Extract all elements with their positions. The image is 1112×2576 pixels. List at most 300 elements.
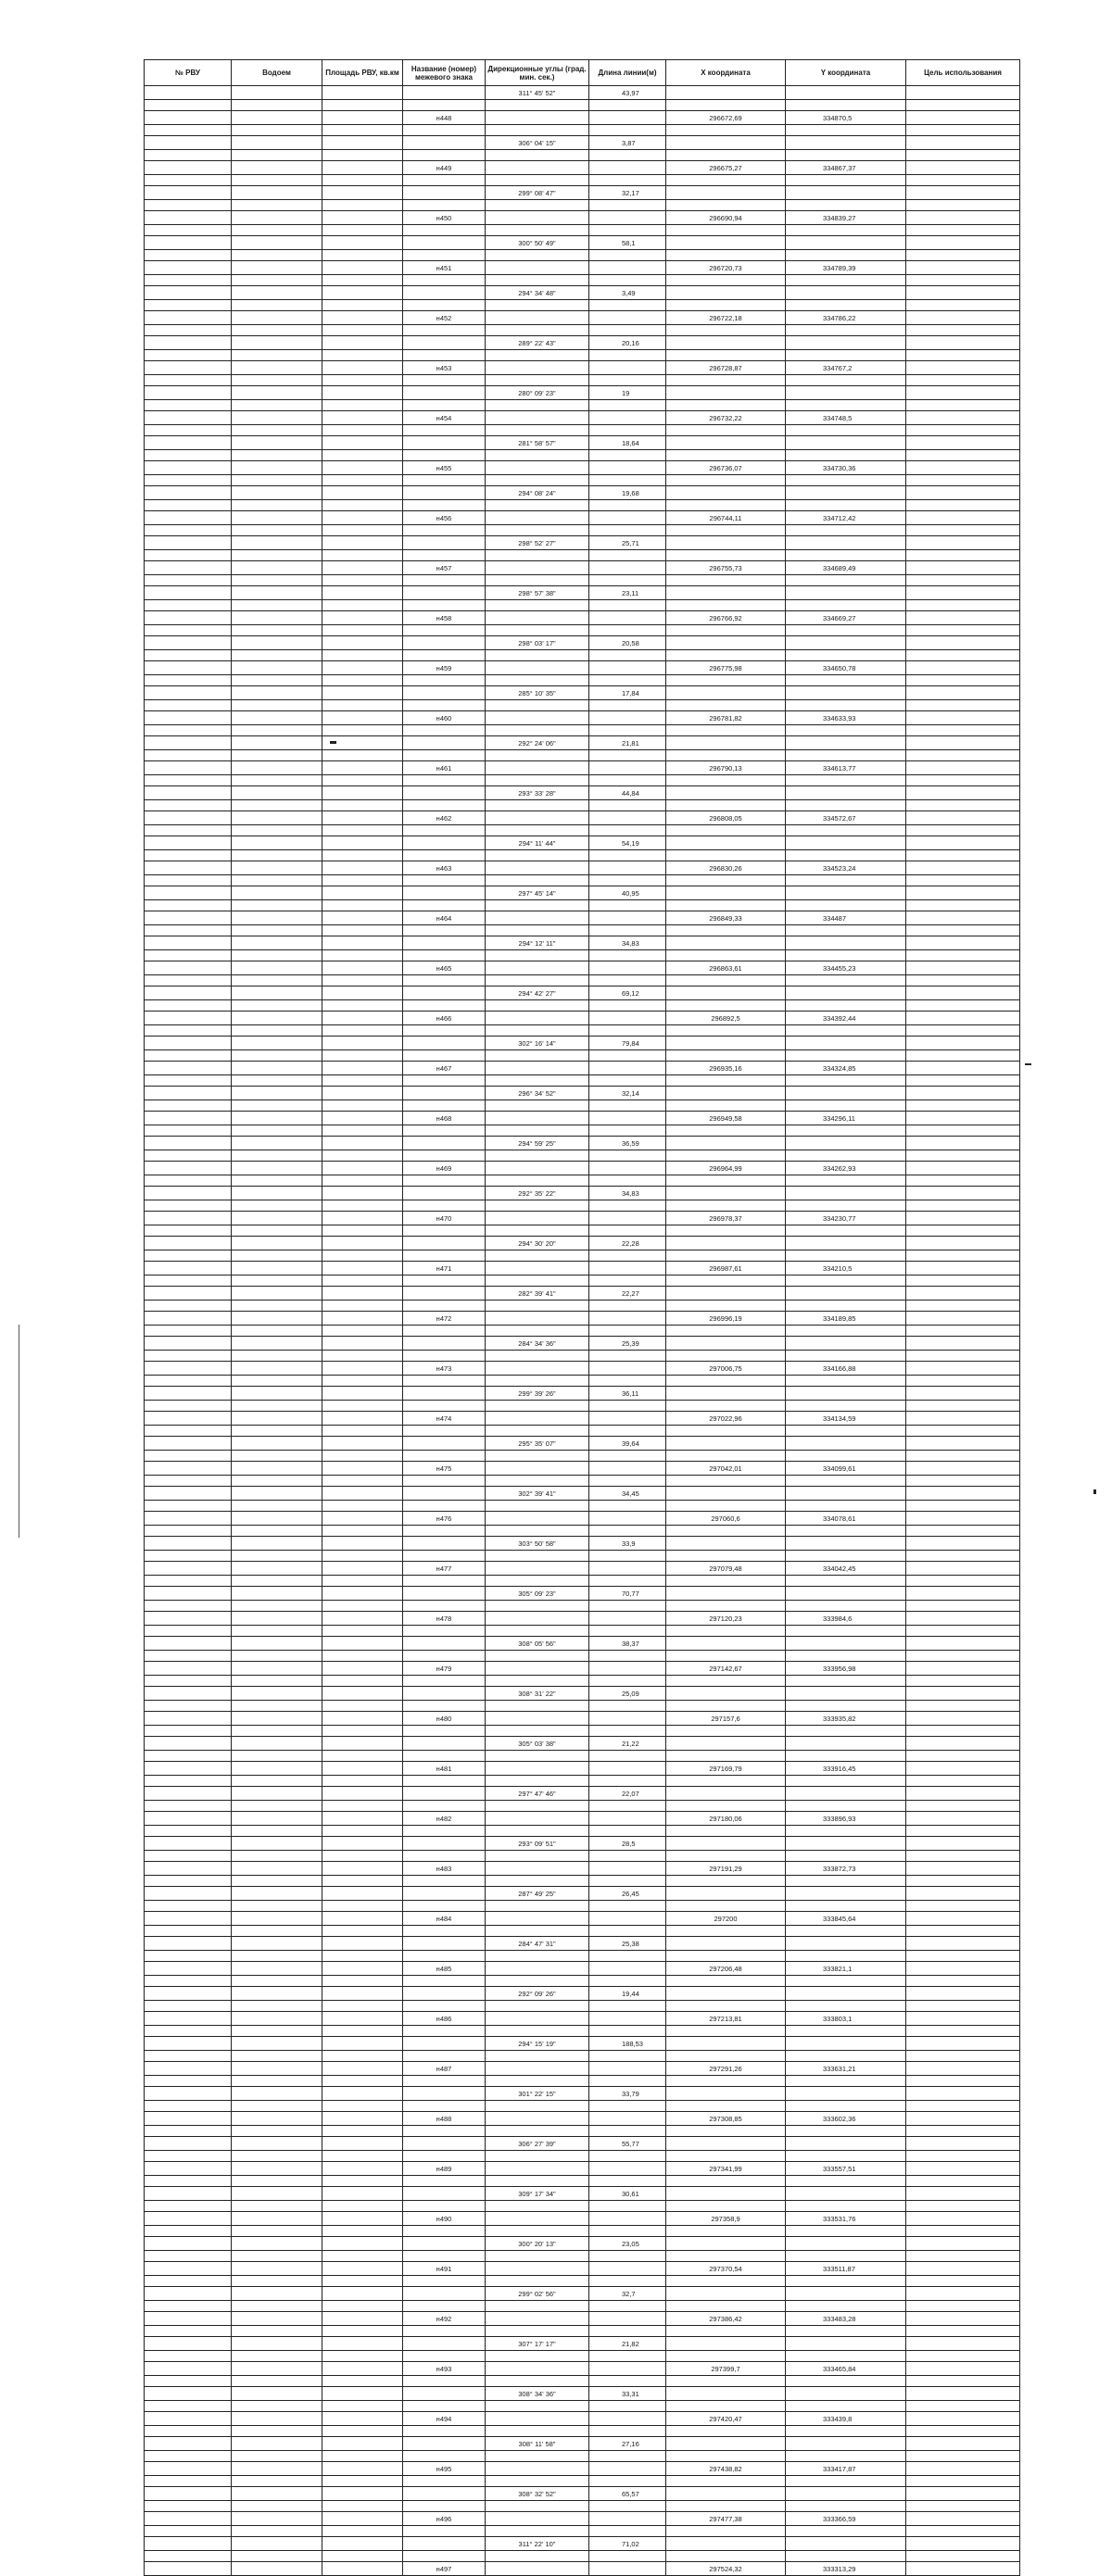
cell-empty xyxy=(906,1676,1020,1687)
cell-empty xyxy=(322,450,403,461)
cell-empty xyxy=(403,2501,486,2512)
cell-empty xyxy=(486,1601,589,1612)
cell-purpose xyxy=(906,911,1020,925)
cell-area xyxy=(322,136,403,150)
cell-empty xyxy=(486,2101,589,2112)
cell-water-body xyxy=(232,2337,322,2351)
cell-empty xyxy=(906,2176,1020,2187)
cell-empty xyxy=(666,2226,786,2237)
cell-empty xyxy=(232,1526,322,1537)
cell-bearing xyxy=(486,1562,589,1576)
cell-empty xyxy=(403,1826,486,1837)
cell-empty xyxy=(589,2476,666,2487)
cell-x-coordinate: 296672,69 xyxy=(666,111,786,125)
cell-bearing xyxy=(486,361,589,375)
cell-empty xyxy=(589,1926,666,1937)
cell-empty xyxy=(145,775,232,786)
table-row-spacer xyxy=(145,1551,1020,1562)
table-row-point xyxy=(145,611,1020,625)
cell-y-coordinate: 334789,39 xyxy=(786,261,906,275)
cell-empty xyxy=(589,500,666,511)
cell-empty xyxy=(906,2476,1020,2487)
cell-water-body xyxy=(232,186,322,200)
cell-empty xyxy=(145,2176,232,2187)
cell-bearing: 284° 34' 36" xyxy=(486,1337,589,1351)
cell-area xyxy=(322,1262,403,1275)
cell-purpose xyxy=(906,586,1020,600)
cell-bearing: 285° 10' 35" xyxy=(486,686,589,700)
cell-marker-name xyxy=(403,2387,486,2401)
cell-purpose xyxy=(906,1287,1020,1301)
cell-bearing: 282° 39' 41" xyxy=(486,1287,589,1301)
cell-line-length xyxy=(589,2262,666,2276)
cell-purpose xyxy=(906,811,1020,825)
cell-area xyxy=(322,486,403,500)
cell-empty xyxy=(906,2076,1020,2087)
cell-empty xyxy=(145,200,232,211)
cell-empty xyxy=(232,1701,322,1712)
cell-empty xyxy=(322,1200,403,1212)
cell-empty xyxy=(403,1376,486,1387)
cell-bearing: 308° 32' 52" xyxy=(486,2487,589,2501)
cell-empty xyxy=(145,1351,232,1362)
cell-line-length xyxy=(589,2512,666,2526)
cell-marker-name: н466 xyxy=(403,1012,486,1025)
cell-empty xyxy=(403,1626,486,1637)
table-row-segment xyxy=(145,2137,1020,2151)
cell-empty xyxy=(322,675,403,686)
cell-water-body xyxy=(232,636,322,650)
cell-empty xyxy=(666,750,786,761)
cell-empty xyxy=(589,1726,666,1737)
cell-area xyxy=(322,686,403,700)
cell-empty xyxy=(666,1401,786,1412)
table-row-spacer xyxy=(145,1701,1020,1712)
cell-empty xyxy=(232,950,322,961)
cell-line-length xyxy=(589,161,666,175)
cell-empty xyxy=(666,1501,786,1512)
cell-empty xyxy=(906,1526,1020,1537)
table-row-spacer xyxy=(145,1651,1020,1662)
cell-empty xyxy=(322,1651,403,1662)
cell-line-length: 23,11 xyxy=(589,586,666,600)
cell-empty xyxy=(486,2276,589,2287)
cell-empty xyxy=(232,2126,322,2137)
cell-area xyxy=(322,2537,403,2551)
cell-empty xyxy=(322,2251,403,2262)
cell-empty xyxy=(232,525,322,536)
cell-empty xyxy=(145,1275,232,1287)
cell-empty xyxy=(666,450,786,461)
table-row-segment xyxy=(145,136,1020,150)
cell-x-coordinate xyxy=(666,1037,786,1050)
table-row-point xyxy=(145,2162,1020,2176)
cell-line-length xyxy=(589,1812,666,1826)
cell-purpose xyxy=(906,2212,1020,2226)
cell-empty xyxy=(786,800,906,811)
scan-mark xyxy=(1093,1489,1096,1494)
cell-empty xyxy=(786,2451,906,2462)
cell-empty xyxy=(145,1876,232,1887)
cell-empty xyxy=(322,2201,403,2212)
table-row-point xyxy=(145,1912,1020,1926)
cell-empty xyxy=(486,1876,589,1887)
cell-empty xyxy=(145,250,232,261)
cell-marker-name: н456 xyxy=(403,511,486,525)
cell-empty xyxy=(145,725,232,736)
cell-empty xyxy=(786,1000,906,1012)
cell-water-body xyxy=(232,1462,322,1476)
cell-line-length xyxy=(589,1662,666,1676)
table-row-segment xyxy=(145,386,1020,400)
cell-empty xyxy=(786,1801,906,1812)
cell-x-coordinate: 297200 xyxy=(666,1912,786,1926)
table-row-point xyxy=(145,1662,1020,1676)
cell-empty xyxy=(786,450,906,461)
cell-empty xyxy=(786,1025,906,1037)
table-row-spacer xyxy=(145,1576,1020,1587)
cell-empty xyxy=(666,1125,786,1137)
cell-empty xyxy=(906,1000,1020,1012)
cell-rvu-number xyxy=(145,2262,232,2276)
cell-empty xyxy=(322,325,403,336)
cell-y-coordinate xyxy=(786,2437,906,2451)
cell-empty xyxy=(906,1601,1020,1612)
cell-rvu-number xyxy=(145,2337,232,2351)
cell-empty xyxy=(403,1701,486,1712)
table-row-spacer xyxy=(145,1275,1020,1287)
cell-x-coordinate: 297169,79 xyxy=(666,1762,786,1776)
cell-y-coordinate xyxy=(786,536,906,550)
cell-empty xyxy=(486,2201,589,2212)
table-row-point xyxy=(145,2512,1020,2526)
cell-purpose xyxy=(906,511,1020,525)
cell-empty xyxy=(403,700,486,711)
cell-empty xyxy=(486,1726,589,1737)
cell-area xyxy=(322,2412,403,2426)
cell-empty xyxy=(232,1676,322,1687)
cell-empty xyxy=(666,225,786,236)
cell-area xyxy=(322,1587,403,1601)
cell-empty xyxy=(786,225,906,236)
cell-empty xyxy=(403,2101,486,2112)
cell-empty xyxy=(666,150,786,161)
cell-empty xyxy=(666,925,786,936)
cell-marker-name: н491 xyxy=(403,2262,486,2276)
cell-empty xyxy=(232,2326,322,2337)
cell-empty xyxy=(589,1951,666,1962)
cell-empty xyxy=(589,1451,666,1462)
cell-empty xyxy=(486,1100,589,1112)
cell-empty xyxy=(589,825,666,836)
cell-marker-name xyxy=(403,2237,486,2251)
cell-marker-name xyxy=(403,1687,486,1701)
cell-empty xyxy=(906,1301,1020,1312)
cell-x-coordinate xyxy=(666,1237,786,1250)
table-row-spacer xyxy=(145,2426,1020,2437)
cell-empty xyxy=(403,1326,486,1337)
cell-empty xyxy=(786,1576,906,1587)
cell-empty xyxy=(589,1501,666,1512)
cell-line-length xyxy=(589,2012,666,2026)
cell-y-coordinate xyxy=(786,2237,906,2251)
cell-water-body xyxy=(232,1587,322,1601)
cell-marker-name xyxy=(403,2337,486,2351)
cell-empty xyxy=(232,1100,322,1112)
cell-x-coordinate: 296790,13 xyxy=(666,761,786,775)
cell-x-coordinate: 296781,82 xyxy=(666,711,786,725)
cell-empty xyxy=(906,475,1020,486)
cell-empty xyxy=(786,1551,906,1562)
cell-area xyxy=(322,2212,403,2226)
cell-empty xyxy=(589,950,666,961)
cell-empty xyxy=(403,2301,486,2312)
cell-rvu-number xyxy=(145,1287,232,1301)
cell-empty xyxy=(232,2276,322,2287)
cell-line-length: 32,17 xyxy=(589,186,666,200)
cell-empty xyxy=(403,425,486,436)
cell-water-body xyxy=(232,411,322,425)
cell-y-coordinate xyxy=(786,2287,906,2301)
cell-empty xyxy=(232,1025,322,1037)
cell-bearing: 299° 02' 56" xyxy=(486,2287,589,2301)
cell-purpose xyxy=(906,2187,1020,2201)
cell-rvu-number xyxy=(145,1387,232,1401)
cell-empty xyxy=(403,2376,486,2387)
cell-bearing xyxy=(486,2212,589,2226)
cell-purpose xyxy=(906,1737,1020,1751)
cell-water-body xyxy=(232,2487,322,2501)
document-sheet xyxy=(144,59,1019,2576)
table-row-segment xyxy=(145,686,1020,700)
cell-empty xyxy=(666,500,786,511)
cell-empty xyxy=(322,1125,403,1137)
cell-empty xyxy=(403,2151,486,2162)
cell-empty xyxy=(906,800,1020,811)
cell-bearing: 302° 39' 41" xyxy=(486,1487,589,1501)
table-row-spacer xyxy=(145,1676,1020,1687)
table-row-segment xyxy=(145,1737,1020,1751)
cell-purpose xyxy=(906,1987,1020,2001)
cell-empty xyxy=(322,1426,403,1437)
cell-empty xyxy=(786,1200,906,1212)
cell-empty xyxy=(666,1376,786,1387)
table-row-spacer xyxy=(145,525,1020,536)
cell-purpose xyxy=(906,636,1020,650)
scan-mark xyxy=(330,741,336,744)
cell-empty xyxy=(145,425,232,436)
cell-area xyxy=(322,2487,403,2501)
cell-area xyxy=(322,2262,403,2276)
cell-line-length: 19,44 xyxy=(589,1987,666,2001)
cell-line-length: 44,84 xyxy=(589,786,666,800)
cell-purpose xyxy=(906,1112,1020,1125)
cell-empty xyxy=(486,1225,589,1237)
cell-rvu-number xyxy=(145,786,232,800)
cell-empty xyxy=(906,1901,1020,1912)
cell-line-length: 71,02 xyxy=(589,2537,666,2551)
cell-empty xyxy=(322,2276,403,2287)
cell-empty xyxy=(145,825,232,836)
cell-area xyxy=(322,1112,403,1125)
cell-line-length xyxy=(589,2362,666,2376)
cell-empty xyxy=(322,375,403,386)
cell-marker-name xyxy=(403,1837,486,1851)
cell-empty xyxy=(486,1676,589,1687)
cell-rvu-number xyxy=(145,1712,232,1726)
cell-empty xyxy=(786,250,906,261)
cell-empty xyxy=(145,625,232,636)
cell-empty xyxy=(403,2326,486,2337)
cell-purpose xyxy=(906,1687,1020,1701)
cell-marker-name: н449 xyxy=(403,161,486,175)
table-row-spacer xyxy=(145,2351,1020,2362)
cell-marker-name: н467 xyxy=(403,1062,486,1075)
cell-x-coordinate: 297042,01 xyxy=(666,1462,786,1476)
cell-bearing xyxy=(486,761,589,775)
cell-empty xyxy=(589,675,666,686)
cell-x-coordinate xyxy=(666,536,786,550)
cell-rvu-number xyxy=(145,2412,232,2426)
cell-empty xyxy=(486,2301,589,2312)
cell-area xyxy=(322,936,403,950)
cell-water-body xyxy=(232,1787,322,1801)
cell-empty xyxy=(786,825,906,836)
cell-empty xyxy=(589,2301,666,2312)
table-row-spacer xyxy=(145,300,1020,311)
table-row-point xyxy=(145,1362,1020,1376)
cell-empty xyxy=(786,600,906,611)
cell-purpose xyxy=(906,2387,1020,2401)
cell-empty xyxy=(486,1075,589,1087)
cell-water-body xyxy=(232,2512,322,2526)
table-row-point xyxy=(145,2412,1020,2426)
cell-empty xyxy=(322,1776,403,1787)
cell-empty xyxy=(786,1751,906,1762)
cell-area xyxy=(322,2012,403,2026)
cell-empty xyxy=(145,1301,232,1312)
table-row-segment xyxy=(145,286,1020,300)
cell-water-body xyxy=(232,936,322,950)
cell-purpose xyxy=(906,961,1020,975)
cell-empty xyxy=(322,1025,403,1037)
cell-x-coordinate xyxy=(666,786,786,800)
cell-line-length: 34,83 xyxy=(589,936,666,950)
table-row-segment xyxy=(145,1537,1020,1551)
cell-line-length xyxy=(589,511,666,525)
cell-bearing xyxy=(486,461,589,475)
cell-empty xyxy=(786,625,906,636)
cell-empty xyxy=(589,2276,666,2287)
cell-empty xyxy=(232,275,322,286)
cell-purpose xyxy=(906,2287,1020,2301)
table-row-segment xyxy=(145,736,1020,750)
cell-area xyxy=(322,161,403,175)
cell-empty xyxy=(486,2376,589,2387)
cell-empty xyxy=(232,2051,322,2062)
cell-empty xyxy=(403,2176,486,2187)
table-row-spacer xyxy=(145,2026,1020,2037)
cell-y-coordinate xyxy=(786,386,906,400)
cell-empty xyxy=(906,1125,1020,1137)
cell-empty xyxy=(486,975,589,986)
cell-empty xyxy=(232,125,322,136)
cell-x-coordinate xyxy=(666,1787,786,1801)
cell-empty xyxy=(589,2001,666,2012)
cell-empty xyxy=(486,1926,589,1937)
cell-empty xyxy=(589,1851,666,1862)
cell-empty xyxy=(145,1401,232,1412)
cell-y-coordinate: 334296,11 xyxy=(786,1112,906,1125)
cell-bearing xyxy=(486,2012,589,2026)
cell-empty xyxy=(589,600,666,611)
cell-empty xyxy=(666,1426,786,1437)
cell-y-coordinate xyxy=(786,1937,906,1951)
cell-empty xyxy=(786,1451,906,1462)
cell-water-body xyxy=(232,886,322,900)
table-row-spacer xyxy=(145,1801,1020,1812)
cell-area xyxy=(322,1712,403,1726)
table-row-spacer xyxy=(145,1951,1020,1962)
cell-empty xyxy=(145,925,232,936)
table-row-spacer xyxy=(145,1050,1020,1062)
cell-empty xyxy=(403,1125,486,1137)
cell-empty xyxy=(589,2451,666,2462)
cell-water-body xyxy=(232,986,322,1000)
cell-bearing: 309° 17' 34" xyxy=(486,2187,589,2201)
cell-line-length: 19,68 xyxy=(589,486,666,500)
cell-water-body xyxy=(232,486,322,500)
cell-line-length xyxy=(589,1862,666,1876)
cell-empty xyxy=(589,1200,666,1212)
cell-bearing: 281° 58' 57" xyxy=(486,436,589,450)
cell-empty xyxy=(666,325,786,336)
cell-empty xyxy=(786,1225,906,1237)
cell-x-coordinate: 296987,61 xyxy=(666,1262,786,1275)
cell-empty xyxy=(786,325,906,336)
cell-purpose xyxy=(906,536,1020,550)
cell-empty xyxy=(322,2551,403,2562)
cell-rvu-number xyxy=(145,411,232,425)
cell-empty xyxy=(403,1225,486,1237)
cell-empty xyxy=(403,1976,486,1987)
cell-area xyxy=(322,1662,403,1676)
cell-bearing: 289° 22' 43" xyxy=(486,336,589,350)
cell-empty xyxy=(322,1225,403,1237)
table-row-spacer xyxy=(145,925,1020,936)
cell-bearing: 292° 09' 26" xyxy=(486,1987,589,2001)
table-row-spacer xyxy=(145,550,1020,561)
cell-water-body xyxy=(232,1912,322,1926)
cell-area xyxy=(322,236,403,250)
cell-empty xyxy=(589,1651,666,1662)
cell-empty xyxy=(666,1275,786,1287)
cell-area xyxy=(322,2112,403,2126)
cell-y-coordinate: 334839,27 xyxy=(786,211,906,225)
cell-empty xyxy=(666,1301,786,1312)
cell-x-coordinate xyxy=(666,486,786,500)
cell-empty xyxy=(403,1576,486,1587)
table-row-spacer xyxy=(145,2251,1020,2262)
cell-rvu-number xyxy=(145,1962,232,1976)
cell-empty xyxy=(232,2176,322,2187)
cell-empty xyxy=(589,2126,666,2137)
cell-empty xyxy=(906,600,1020,611)
cell-empty xyxy=(589,2176,666,2187)
cell-empty xyxy=(906,675,1020,686)
cell-x-coordinate xyxy=(666,1987,786,2001)
cell-empty xyxy=(486,1651,589,1662)
